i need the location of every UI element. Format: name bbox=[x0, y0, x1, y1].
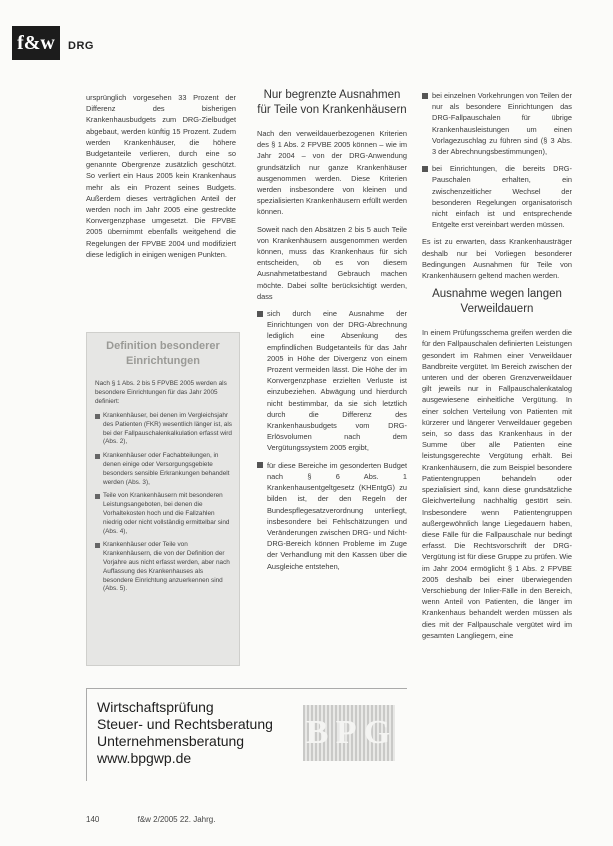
advertisement bbox=[86, 688, 407, 781]
definition-box-title: Definition besonderer Einrichtungen bbox=[106, 340, 220, 367]
body-paragraph: In einem Prüfungsschema greifen werden die für den Fallpauschalen definierten Leistungen gesondert im Rahmen einer Verweildauer Bandbreite vergütet. Im Bereich zwischen der unteren und der oberen Grenzverweildauer gilt jeweils nur in Fallpauschalenkatalog ausgewiesene einheitliche Vergütung. In einer solchen Verteilung von Patienten mit kürzerer und längerer Verweildauer gegeben sein, so dass das Krankenhaus in der Summe über alle Patienten eine leistungsgerechte Vergütung erhält. Bei Krankenhäusern, die zum Beispiel besondere Patientengruppen behandeln oder spezialisiert sind, kann diese grundsätzliche Gleichverteilung nachhaltig gestört sein. Insbesondere wenn Patientengruppen außergewöhnlich lange Liegedauern haben, diese Fälle für die Fallpauschale nur bedingt erfasst. Die Rechtsvorschrift der DRG-Vergütung ist für diese Gruppe zu prüfen. Wie im Jahr 2004 ermöglicht § 1 Abs. 2 FPVBE 2005 deshalb bei einer überwiegenden Verschiebung der Inlier-Fälle in den Bereich, wenn Anteil von Patienten, die länger im Krankenhaus behandelt werden müssen als dies mit der Fallpauschale vergütet wird im gesamten Langliegern, eine bbox=[422, 328, 572, 640]
page-footer bbox=[86, 815, 215, 824]
bullet-square-icon bbox=[422, 166, 428, 172]
bullet-square-icon bbox=[257, 311, 263, 317]
bpg-logo: B P G bbox=[303, 705, 395, 761]
section-headline: Nur begrenzte Ausnahmen für Teile von Krankenhäusern bbox=[257, 89, 407, 116]
ad-website-link[interactable]: www.bpgwp.de bbox=[97, 750, 192, 766]
column-right bbox=[422, 90, 572, 647]
bullet-item: bei einzelnen Vorkehrungen von Teilen der nur als besondere Einrichtungen das DRG-Fallpauschalen für übrige Krankenhausleistungen um einen Vorlagezuschlag zu führen sind (§ 3 Abs. 3 der Abrechnungsbestimmungen), bbox=[422, 90, 572, 157]
definition-item: Krankenhäuser, bei denen im Vergleichsjahr des Patienten (FKR) wesentlich länger ist, als bei der Fallpauschalenkalkulation erfasst wird (Abs. 2), bbox=[95, 412, 233, 447]
column-middle bbox=[257, 88, 407, 578]
issue-info: f&w 2/2005 22. Jahrg. bbox=[137, 815, 216, 824]
section-headline: Ausnahme wegen langen Verweildauern bbox=[432, 288, 562, 316]
page-number: 140 bbox=[86, 815, 100, 824]
ad-line: Wirtschaftsprüfung bbox=[97, 699, 214, 715]
bullet-square-icon bbox=[95, 494, 100, 499]
definition-item: Krankenhäuser oder Fachabteilungen, in denen einige oder Versorgungsgebiete besonders sensible Erkrankungen behandelt werden (Abs. 3), bbox=[95, 452, 233, 487]
body-paragraph: ursprünglich vorgesehen 33 Prozent der Differenz des bisherigen Krankenhausbudgets zum DRG-Zielbudget abgebaut, werden künftig 15 Prozent. Zudem werden Krankenhäuser, die höhere Budgetanteile verlieren, durch eine so genannte Obergrenze zusätzlich geschützt. So verliert ein Haus 2005 kein Krankenhaus mehr als ein Prozent seines Budgets. Außerdem dieses verträglichen Anteil der werden noch im Jahr 2005 eine gestreckte Konvergenzphase umgesetzt. Die FPVBE 2005 übernimmt ebenfalls weitgehend die Regelungen der FPVBE 2004 und modifiziert diese lediglich in einigen wenigen Punkten. bbox=[86, 93, 236, 259]
bullet-item: sich durch eine Ausnahme der Einrichtungen von der DRG-Abrechnung lediglich eine Absenkung des empfindlichen Budgetanteils für das Jahr 2005 in Höhe der Divergenz von einem Prozent vermeiden lässt. Die Höhe der im Konvergenzphase erzielten Verluste ist einzubeziehen. Abwägung und hierdurch nicht bestimmbar, da sie sich letztlich durch die Differenz des Krankenhausbudgets vom DRG-Erlösvolumen nach dem Vergütungssystem 2005 ergibt, bbox=[257, 308, 407, 454]
body-paragraph: Nach den verweildauerbezogenen Kriterien des § 1 Abs. 2 FPVBE 2005 können – wie im Jahr 2004 – von der DRG-Anwendung grundsätzlich nur ganze Krankenhäuser ausgenommen werden. Diese Kriterien werden insbesondere von kleinen und spezialisierten Krankenhäusern erfüllt werden können. bbox=[257, 129, 407, 217]
bullet-item: für diese Bereiche im gesonderten Budget nach § 6 Abs. 1 Krankenhausentgeltgesetz (KHEntgG) zu bilden ist, der den Regeln der Bundespflegesatzverordnung unterliegt, insbesondere bei Fehlschätzungen und Veränderungen zwischen DRG- und Nicht-DRG-Bereich können Probleme im Zuge der Verhandlung mit den Kassen über die Ausgleiche entstehen, bbox=[257, 460, 407, 572]
bullet-item: bei Einrichtungen, die bereits DRG-Pauschalen erhalten, ein zwischenzeitlicher Wechsel der besonderen Regelungen organisatorisch nicht einfach ist und entsprechende Entgelte erst vereinbart werden müssen. bbox=[422, 163, 572, 230]
definition-box-intro: Nach § 1 Abs. 2 bis 5 FPVBE 2005 werden als besondere Einrichtungen für das Jahr 2005 definiert: bbox=[95, 380, 227, 405]
ad-line: Unternehmensberatung bbox=[97, 733, 245, 749]
definition-item: Teile von Krankenhäusern mit besonderen Leistungsangeboten, bei denen die Vorhaltekosten hoch und die Fallzahlen niedrig oder nicht vollständig ermittelbar sind (Abs. 4), bbox=[95, 492, 233, 536]
definition-box bbox=[86, 332, 240, 666]
journal-logo: f&w bbox=[12, 26, 60, 60]
section-tag: DRG bbox=[68, 40, 94, 52]
definition-item: Krankenhäuser oder Teile von Krankenhäusern, die von der Definition der Vorjahre aus nicht erfasst werden, aber nach Auffassung des Krankenhauses als besondere Einrichtung anzuerkennen sind (Abs. 5). bbox=[95, 541, 233, 594]
body-paragraph: Soweit nach den Absätzen 2 bis 5 auch Teile von Krankenhäusern ausgenommen werden können, muss das Krankenhaus für sich entscheiden, ob es von diesem Ausnahmetatbestand Gebrauch machen möchte. Dabei sollte berücksichtigt werden, dass bbox=[257, 224, 407, 301]
ad-line: Steuer- und Rechtsberatung bbox=[97, 716, 273, 732]
body-paragraph: Es ist zu erwarten, dass Krankenhausträger deshalb nur bei Vorliegen besonderer Bedingungen Ausnahmen für Teile von Krankenhäusern geltend machen werden. bbox=[422, 237, 572, 281]
bullet-square-icon bbox=[95, 543, 100, 548]
bullet-square-icon bbox=[422, 93, 428, 99]
bullet-square-icon bbox=[257, 462, 263, 468]
bullet-square-icon bbox=[95, 414, 100, 419]
bullet-square-icon bbox=[95, 454, 100, 459]
column-left bbox=[86, 92, 236, 266]
